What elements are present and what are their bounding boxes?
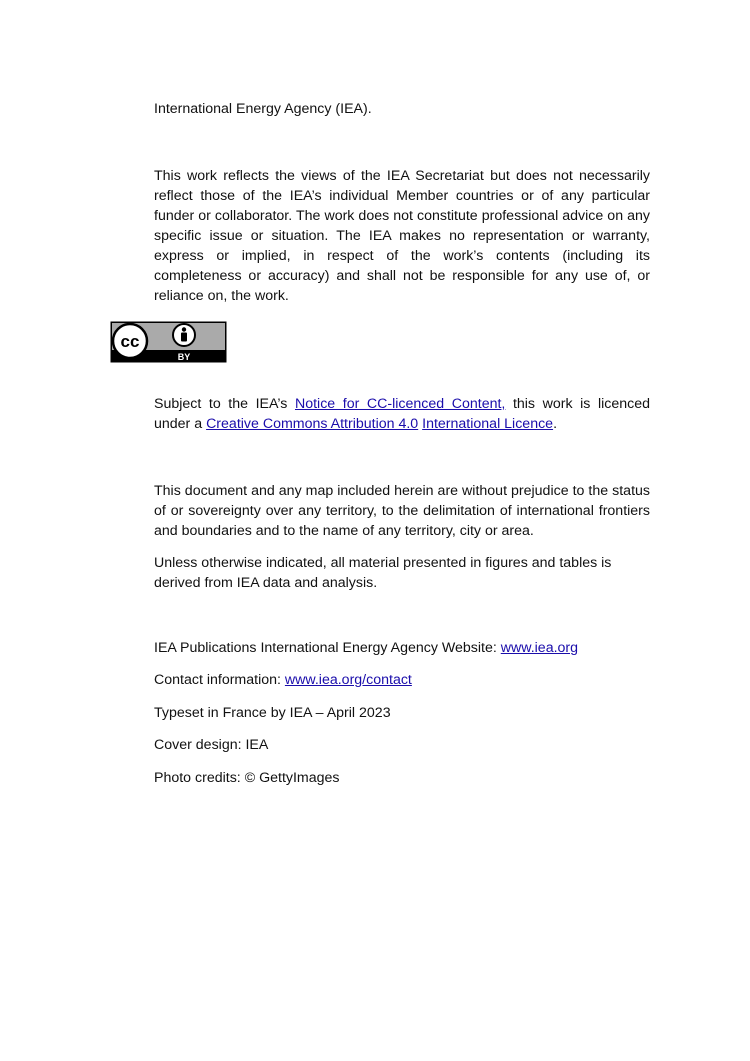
- typeset-line: Typeset in France by IEA – April 2023: [154, 705, 391, 721]
- publications-line: [154, 638, 578, 658]
- contact-label: Contact information:: [154, 672, 285, 688]
- international-licence-link[interactable]: International Licence: [422, 416, 554, 432]
- publications-label: IEA Publications International Energy Agency Website:: [154, 640, 501, 656]
- licence-suffix: .: [553, 416, 558, 432]
- licence-middle: this work is licenced under a: [154, 396, 650, 432]
- photo-credits-line: Photo credits: © GettyImages: [154, 770, 340, 786]
- cc-by-badge: [110, 321, 227, 363]
- contact-link[interactable]: www.iea.org/contact: [284, 672, 412, 688]
- contact-line: [154, 670, 412, 690]
- cover-design-line: Cover design: IEA: [154, 737, 269, 753]
- material-note-paragraph: Unless otherwise indicated, all material presented in figures and tables is derived from IEA data and analysis.: [154, 555, 612, 591]
- organization-line: International Energy Agency (IEA).: [154, 101, 372, 117]
- website-link[interactable]: www.iea.org: [500, 640, 579, 656]
- cc-by-icon: [110, 321, 227, 363]
- cc-text: cc: [120, 332, 140, 351]
- disclaimer-paragraph: This work reflects the views of the IEA Secretariat but does not necessarily reflect those of the IEA’s individual Member countries or of any particular funder or collaborator. The work does not constitute professional advice on any specific issue or situation. The IEA makes no representation or warranty, express or implied, in respect of the work’s contents (including its completeness or accuracy) and shall not be responsible for any use of, or reliance on, the work.: [154, 168, 650, 304]
- by-text: BY: [177, 352, 191, 362]
- cc-attribution-link[interactable]: Creative Commons Attribution 4.0: [206, 416, 419, 432]
- licence-paragraph: [154, 394, 650, 434]
- map-disclaimer-paragraph: This document and any map included herein are without prejudice to the status of or sovereignty over any territory, to the delimitation of international frontiers and boundaries and to the name of any territory, city or area.: [154, 483, 650, 539]
- licence-prefix: Subject to the IEA’s: [154, 396, 295, 412]
- notice-link[interactable]: Notice for CC-licenced Content,: [294, 396, 506, 412]
